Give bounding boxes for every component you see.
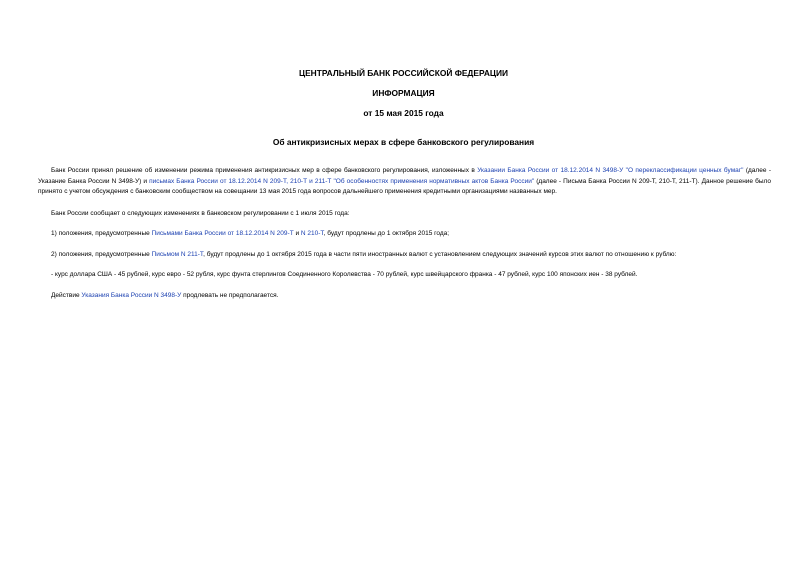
link-pismo-210t[interactable]: N 210-Т (300, 230, 324, 237)
paragraph-text: 2) положения, предусмотренные (51, 251, 152, 258)
document-title: Об антикризисных мерах в сфере банковского регулирования (272, 137, 535, 147)
paragraph-text: (далее - Письма Банка России N 209-Т, 210-Т, 211-Т). Данное решение было принято с учетом обсуждения с банковским сообществом на совещании 13 мая 2015 года вопросов дальнейшего применения кредитными организациями названных мер. (38, 177, 771, 195)
paragraph-text: , будут продлены до 1 октября 2015 года в части пяти иностранных валют с установлением следующих значений курсов этих валют по отношению к рублю: (203, 251, 677, 258)
link-ukazanie-3498u-final[interactable]: Указания Банка России N 3498-У (81, 292, 182, 299)
document-type-heading: ИНФОРМАЦИЯ (372, 88, 435, 98)
link-pismo-211t[interactable]: Письмом N 211-Т (151, 251, 204, 258)
paragraph-text: (далее - Указание Банка России N 3498-У) и (38, 167, 771, 185)
paragraph-conclusion (38, 291, 771, 302)
link-pisma-209t-210t-211t[interactable]: письмах Банка России от 18.12.2014 N 209-Т, 210-Т и 211-Т "Об особенностях применения нормативных актов Банка России" (149, 177, 535, 185)
link-pismo-209t[interactable]: Письмами Банка России от 18.12.2014 N 209-Т (151, 230, 294, 237)
paragraph-exchange-rates: - курс доллара США - 45 рублей, курс евро - 52 рубля, курс фунта стерлингов Соединенного Королевства - 70 рублей, курс швейцарского франка - 47 рублей, курс 100 японских иен - 38 рублей. (51, 271, 638, 278)
paragraph-text: и (293, 230, 301, 237)
link-ukazanie-3498u[interactable]: Указании Банка России от 18.12.2014 N 3498-У "О переклассификации ценных бумаг" (477, 167, 744, 174)
paragraph-text: Действие (51, 292, 82, 299)
paragraph-item-1 (38, 229, 771, 240)
paragraph-decision (38, 166, 771, 198)
paragraph-text: , будут продлены до 1 октября 2015 года; (323, 230, 450, 237)
paragraph-changes-intro: Банк России сообщает о следующих изменениях в банковском регулировании с 1 июля 2015 года: (51, 210, 350, 217)
paragraph-text: Банк России принял решение об изменении режима применения антикризисных мер в сфере банковского регулирования, изложенных в (51, 167, 478, 174)
document-date: от 15 мая 2015 года (363, 108, 444, 118)
paragraph-item-2 (38, 250, 771, 261)
organization-heading: ЦЕНТРАЛЬНЫЙ БАНК РОССИЙСКОЙ ФЕДЕРАЦИИ (298, 68, 509, 78)
paragraph-text: 1) положения, предусмотренные (51, 230, 152, 237)
paragraph-text: продлевать не предполагается. (181, 292, 279, 299)
